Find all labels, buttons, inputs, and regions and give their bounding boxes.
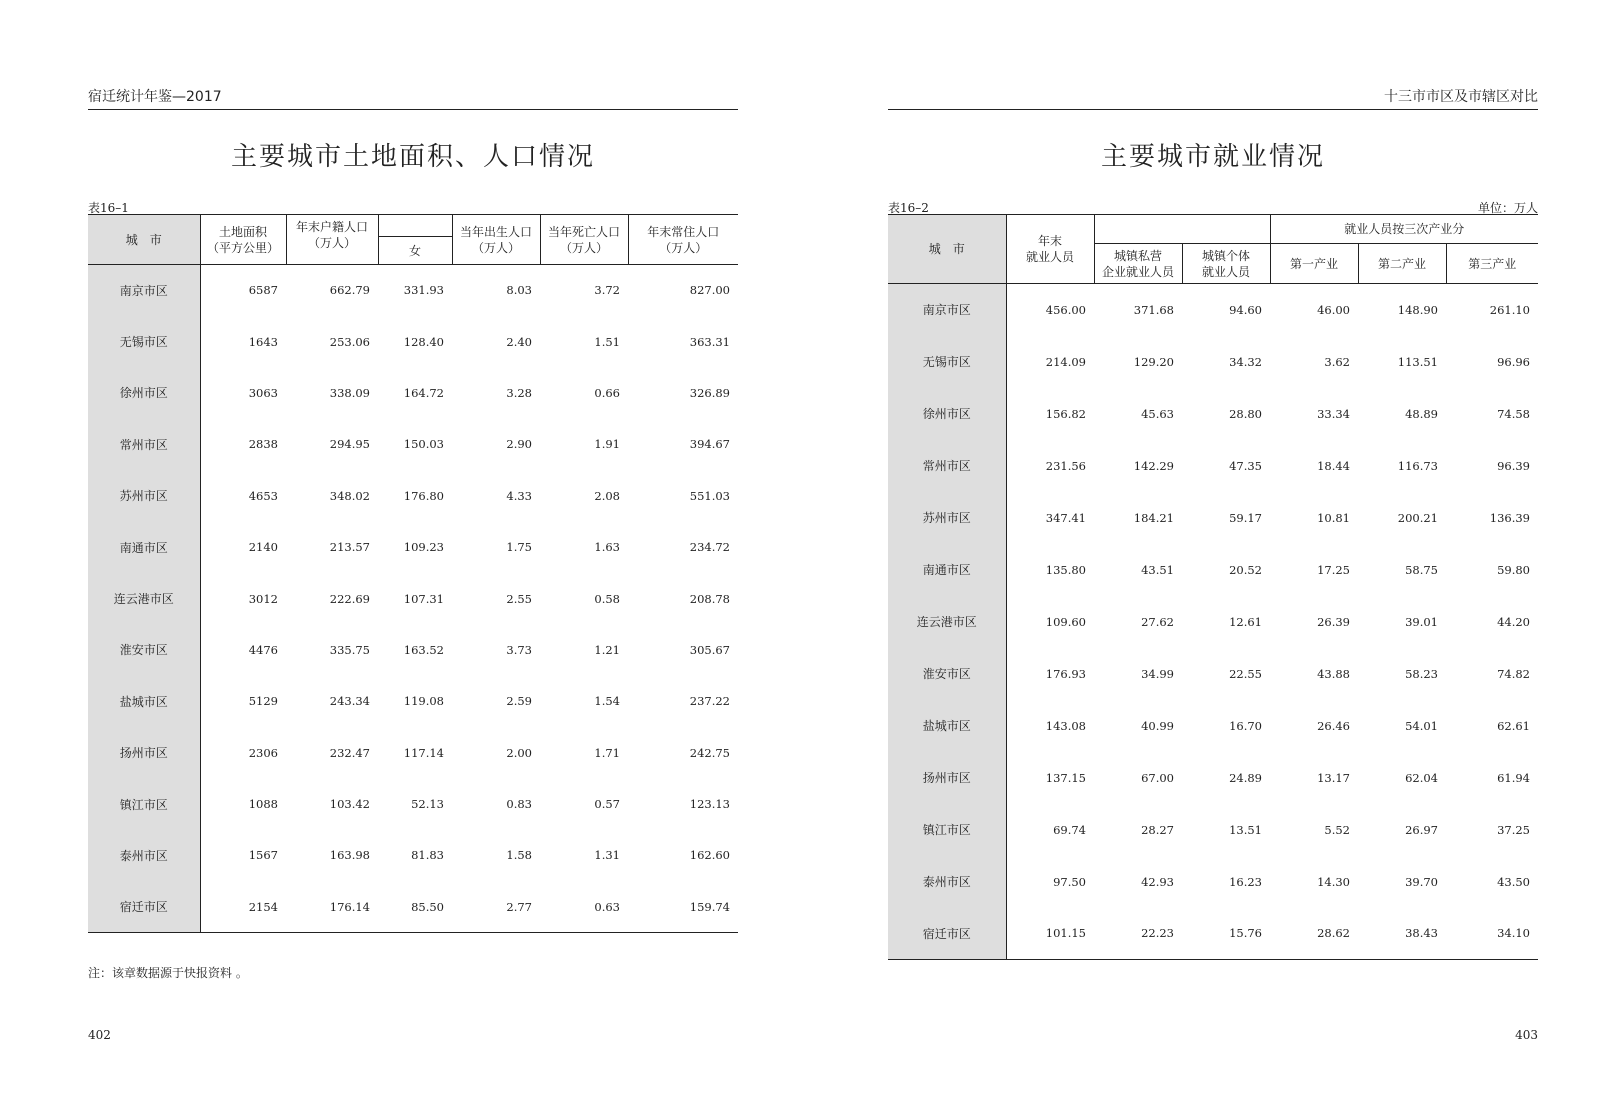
value-cell: 116.73 [1397,458,1438,473]
col-tertiary: 第三产业 [1446,244,1538,284]
value-cell: 200.21 [1397,510,1438,525]
value-cell: 222.69 [329,591,370,606]
page-number-right: 403 [1515,1028,1538,1042]
value-cell: 5129 [248,694,278,709]
city-cell: 南京市区 [88,265,200,316]
land-population-table [88,214,738,933]
value-cell: 2154 [248,899,278,914]
value-cell: 18.44 [1317,458,1350,473]
value-cell: 4.33 [506,488,532,503]
value-cell: 24.89 [1229,770,1262,785]
value-cell: 94.60 [1229,302,1262,317]
value-cell: 143.08 [1045,718,1086,733]
city-cell: 连云港市区 [88,573,200,624]
value-cell: 1567 [248,848,278,863]
table-row [888,700,1538,752]
value-cell: 4653 [248,488,278,503]
value-cell: 242.75 [689,745,730,760]
employment-table [888,214,1538,960]
footnote: 注：该章数据源于快报资料 。 [88,966,248,980]
value-cell: 1.71 [594,745,620,760]
value-cell: 129.20 [1133,354,1174,369]
table-row [88,830,738,881]
left-page [88,0,738,1099]
table-row [88,624,738,675]
value-cell: 3012 [248,591,278,606]
value-cell: 69.74 [1053,822,1086,837]
value-cell: 1.91 [594,437,620,452]
value-cell: 113.51 [1397,354,1438,369]
city-cell: 南通市区 [88,521,200,572]
running-head-right: 十三市市区及市辖区对比 [888,86,1538,110]
city-cell: 无锡市区 [888,336,1006,388]
col-individual: 城镇个体 就业人员 [1182,244,1270,284]
value-cell: 3063 [248,385,278,400]
table-row [888,492,1538,544]
value-cell: 3.72 [594,283,620,298]
value-cell: 150.03 [403,437,444,452]
city-cell: 徐州市区 [888,388,1006,440]
city-cell: 徐州市区 [88,367,200,418]
value-cell: 59.80 [1497,562,1530,577]
value-cell: 347.41 [1045,510,1086,525]
page-title-right: 主要城市就业情况 [1100,142,1325,172]
right-page [888,0,1538,1099]
value-cell: 74.58 [1497,406,1530,421]
value-cell: 43.50 [1497,874,1530,889]
table-row [88,419,738,470]
value-cell: 27.62 [1141,614,1174,629]
value-cell: 1.58 [506,848,532,863]
value-cell: 2140 [248,540,278,555]
value-cell: 164.72 [403,385,444,400]
value-cell: 123.13 [689,797,730,812]
value-cell: 1.75 [506,540,532,555]
value-cell: 48.89 [1405,406,1438,421]
running-head-left: 宿迁统计年鉴—2017 [88,86,738,110]
value-cell: 662.79 [329,283,370,298]
value-cell: 137.15 [1045,770,1086,785]
col-secondary: 第二产业 [1358,244,1446,284]
value-cell: 62.61 [1497,718,1530,733]
value-cell: 0.66 [594,385,620,400]
city-cell: 常州市区 [88,419,200,470]
city-cell: 扬州市区 [88,727,200,778]
value-cell: 232.47 [329,745,370,760]
city-cell: 扬州市区 [888,752,1006,804]
value-cell: 243.34 [329,694,370,709]
value-cell: 12.61 [1229,614,1262,629]
table-row [88,367,738,418]
city-cell: 连云港市区 [888,596,1006,648]
value-cell: 213.57 [329,540,370,555]
value-cell: 96.39 [1497,458,1530,473]
value-cell: 176.80 [403,488,444,503]
value-cell: 1088 [248,797,278,812]
value-cell: 42.93 [1141,874,1174,889]
table-row [88,265,738,316]
value-cell: 39.01 [1405,614,1438,629]
value-cell: 22.55 [1229,666,1262,681]
value-cell: 135.80 [1045,562,1086,577]
value-cell: 1643 [248,334,278,349]
value-cell: 294.95 [329,437,370,452]
unit-label: 单位：万人 [1477,201,1538,215]
value-cell: 10.81 [1317,510,1350,525]
value-cell: 22.23 [1141,926,1174,941]
value-cell: 551.03 [689,488,730,503]
value-cell: 456.00 [1045,302,1086,317]
city-cell: 镇江市区 [888,804,1006,856]
value-cell: 34.32 [1229,354,1262,369]
col-female: 女 [378,237,452,265]
value-cell: 214.09 [1045,354,1086,369]
value-cell: 142.29 [1133,458,1174,473]
city-cell: 南通市区 [888,544,1006,596]
col-private: 城镇私营 企业就业人员 [1094,244,1182,284]
value-cell: 39.70 [1405,874,1438,889]
value-cell: 163.52 [403,642,444,657]
page-number-left: 402 [88,1028,111,1042]
value-cell: 148.90 [1397,302,1438,317]
value-cell: 26.97 [1405,822,1438,837]
table-row [88,676,738,727]
col-blank [1094,215,1270,244]
value-cell: 26.46 [1317,718,1350,733]
city-cell: 宿迁市区 [88,881,200,932]
value-cell: 61.94 [1497,770,1530,785]
value-cell: 1.51 [594,334,620,349]
value-cell: 3.28 [506,385,532,400]
col-deaths: 当年死亡人口 （万人） [540,215,628,265]
city-cell: 淮安市区 [88,624,200,675]
value-cell: 2.59 [506,694,532,709]
value-cell: 109.23 [403,540,444,555]
table-row [888,752,1538,804]
value-cell: 101.15 [1045,926,1086,941]
value-cell: 43.88 [1317,666,1350,681]
value-cell: 335.75 [329,642,370,657]
value-cell: 58.23 [1405,666,1438,681]
value-cell: 162.60 [689,848,730,863]
value-cell: 5.52 [1324,822,1350,837]
value-cell: 67.00 [1141,770,1174,785]
value-cell: 34.10 [1497,926,1530,941]
value-cell: 62.04 [1405,770,1438,785]
value-cell: 47.35 [1229,458,1262,473]
col-city: 城 市 [888,215,1006,284]
value-cell: 261.10 [1489,302,1530,317]
value-cell: 33.34 [1317,406,1350,421]
city-cell: 苏州市区 [888,492,1006,544]
value-cell: 208.78 [689,591,730,606]
value-cell: 253.06 [329,334,370,349]
value-cell: 305.67 [689,642,730,657]
value-cell: 176.14 [329,899,370,914]
city-cell: 泰州市区 [888,856,1006,908]
value-cell: 394.67 [689,437,730,452]
value-cell: 1.31 [594,848,620,863]
value-cell: 4476 [248,642,278,657]
value-cell: 16.23 [1229,874,1262,889]
value-cell: 2.90 [506,437,532,452]
col-resident: 年末常住人口 （万人） [628,215,738,265]
value-cell: 6587 [248,283,278,298]
value-cell: 109.60 [1045,614,1086,629]
value-cell: 331.93 [403,283,444,298]
value-cell: 15.76 [1229,926,1262,941]
value-cell: 17.25 [1317,562,1350,577]
table-row [888,336,1538,388]
value-cell: 1.21 [594,642,620,657]
value-cell: 234.72 [689,540,730,555]
col-hukou-blank [378,215,452,237]
value-cell: 163.98 [329,848,370,863]
table-row [88,573,738,624]
table-row [888,544,1538,596]
value-cell: 2.00 [506,745,532,760]
value-cell: 0.83 [506,797,532,812]
table-row [888,596,1538,648]
value-cell: 2838 [248,437,278,452]
value-cell: 2.08 [594,488,620,503]
value-cell: 0.57 [594,797,620,812]
value-cell: 326.89 [689,385,730,400]
value-cell: 54.01 [1405,718,1438,733]
table-row [888,804,1538,856]
value-cell: 28.80 [1229,406,1262,421]
value-cell: 2.40 [506,334,532,349]
value-cell: 176.93 [1045,666,1086,681]
value-cell: 117.14 [403,745,444,760]
value-cell: 40.99 [1141,718,1174,733]
table-row [888,440,1538,492]
city-cell: 南京市区 [888,284,1006,336]
col-by-industry: 就业人员按三次产业分 [1270,215,1538,244]
value-cell: 156.82 [1045,406,1086,421]
city-cell: 淮安市区 [888,648,1006,700]
value-cell: 16.70 [1229,718,1262,733]
value-cell: 74.82 [1497,666,1530,681]
value-cell: 38.43 [1405,926,1438,941]
city-cell: 常州市区 [888,440,1006,492]
col-primary: 第一产业 [1270,244,1358,284]
value-cell: 20.52 [1229,562,1262,577]
city-cell: 宿迁市区 [888,908,1006,960]
value-cell: 1.63 [594,540,620,555]
table-row [88,881,738,932]
table-row [888,856,1538,908]
value-cell: 128.40 [403,334,444,349]
value-cell: 2.77 [506,899,532,914]
value-cell: 338.09 [329,385,370,400]
city-cell: 泰州市区 [88,830,200,881]
city-cell: 无锡市区 [88,316,200,367]
value-cell: 184.21 [1133,510,1174,525]
value-cell: 2306 [248,745,278,760]
value-cell: 3.62 [1324,354,1350,369]
value-cell: 28.62 [1317,926,1350,941]
value-cell: 119.08 [403,694,444,709]
col-births: 当年出生人口 （万人） [452,215,540,265]
table-label-left: 表16–1 [88,201,129,215]
value-cell: 52.13 [411,797,444,812]
col-employed: 年末 就业人员 [1006,215,1094,284]
value-cell: 237.22 [689,694,730,709]
value-cell: 3.73 [506,642,532,657]
value-cell: 37.25 [1497,822,1530,837]
value-cell: 348.02 [329,488,370,503]
city-cell: 镇江市区 [88,778,200,829]
table-row [88,727,738,778]
value-cell: 8.03 [506,283,532,298]
value-cell: 2.55 [506,591,532,606]
value-cell: 97.50 [1053,874,1086,889]
value-cell: 59.17 [1229,510,1262,525]
value-cell: 1.54 [594,694,620,709]
value-cell: 44.20 [1497,614,1530,629]
table-row [888,284,1538,336]
value-cell: 58.75 [1405,562,1438,577]
table-label-right: 表16–2 [888,201,929,215]
table-row [88,316,738,367]
table-row [888,648,1538,700]
value-cell: 136.39 [1489,510,1530,525]
page-title-left: 主要城市土地面积、人口情况 [230,142,595,172]
value-cell: 46.00 [1317,302,1350,317]
table-row [88,521,738,572]
value-cell: 371.68 [1133,302,1174,317]
table-row [888,908,1538,960]
value-cell: 45.63 [1141,406,1174,421]
table-row [888,388,1538,440]
city-cell: 盐城市区 [88,676,200,727]
value-cell: 34.99 [1141,666,1174,681]
value-cell: 81.83 [411,848,444,863]
value-cell: 13.51 [1229,822,1262,837]
table-row [88,470,738,521]
value-cell: 363.31 [689,334,730,349]
col-area: 土地面积 （平方公里） [200,215,286,265]
col-hukou: 年末户籍人口 （万人） [286,215,378,265]
value-cell: 231.56 [1045,458,1086,473]
value-cell: 13.17 [1317,770,1350,785]
value-cell: 103.42 [329,797,370,812]
value-cell: 0.58 [594,591,620,606]
value-cell: 26.39 [1317,614,1350,629]
value-cell: 14.30 [1317,874,1350,889]
value-cell: 85.50 [411,899,444,914]
col-city: 城 市 [88,215,200,265]
value-cell: 107.31 [403,591,444,606]
value-cell: 96.96 [1497,354,1530,369]
table-row [88,778,738,829]
value-cell: 43.51 [1141,562,1174,577]
value-cell: 28.27 [1141,822,1174,837]
city-cell: 苏州市区 [88,470,200,521]
value-cell: 0.63 [594,899,620,914]
city-cell: 盐城市区 [888,700,1006,752]
value-cell: 827.00 [689,283,730,298]
value-cell: 159.74 [689,899,730,914]
